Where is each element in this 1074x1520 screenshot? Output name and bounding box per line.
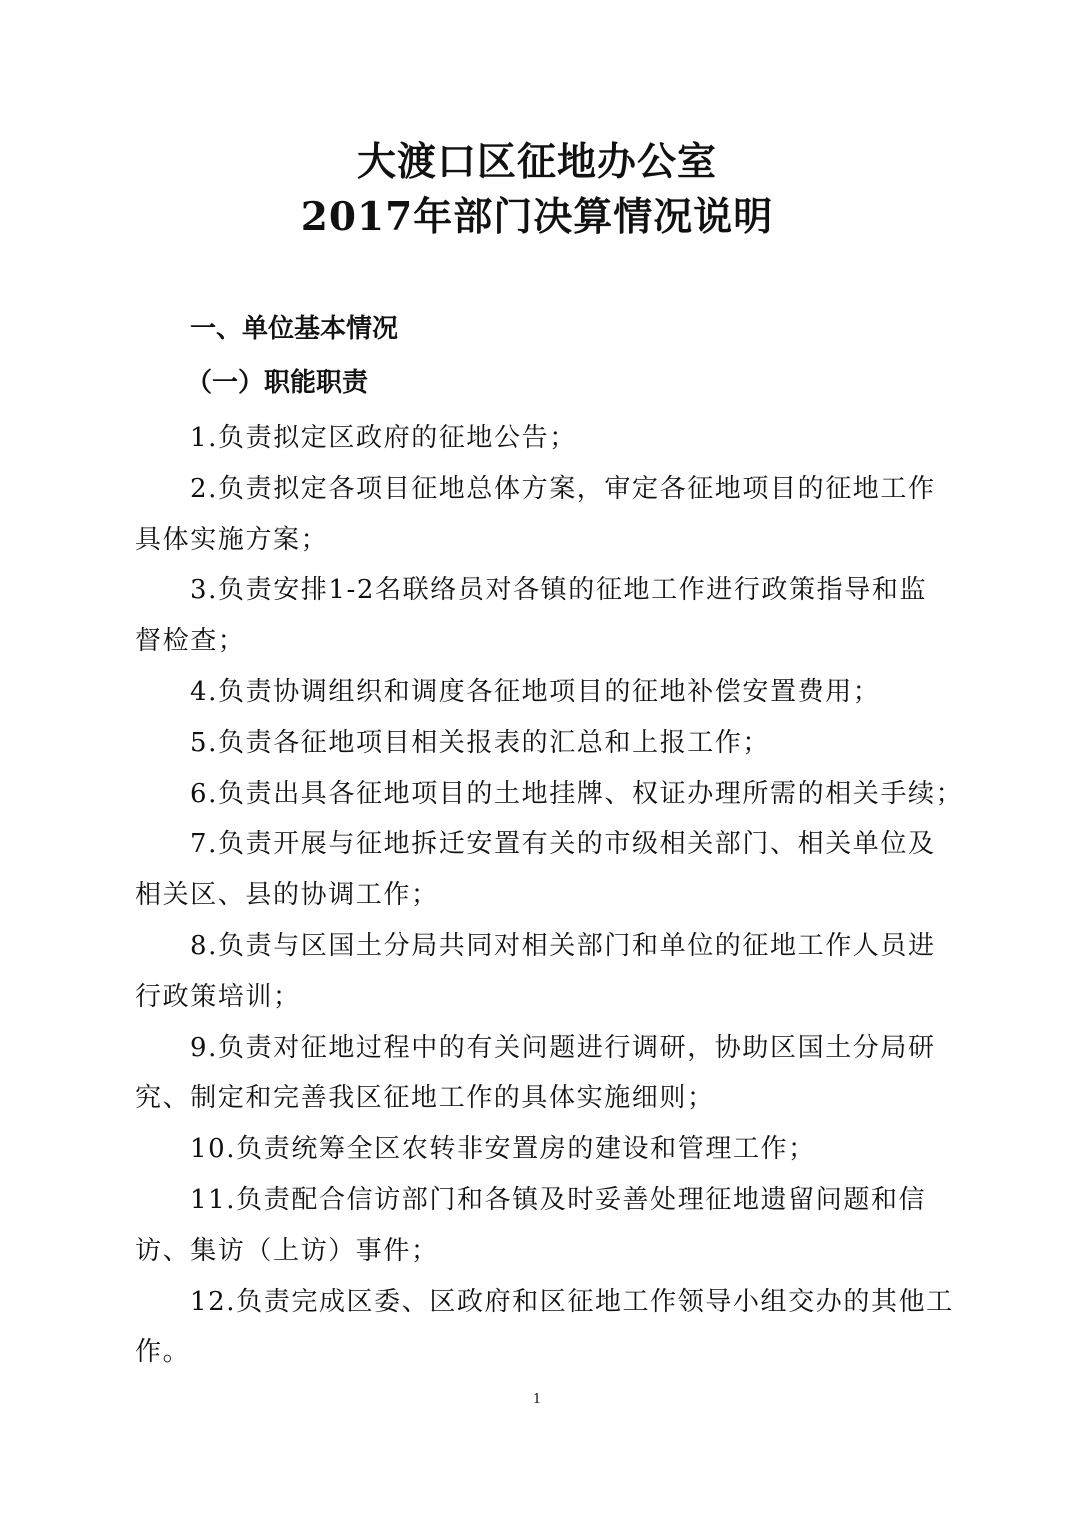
paragraph-line: 相关区、县的协调工作；	[135, 880, 439, 911]
paragraph-line: 4.负责协调组织和调度各征地项目的征地补偿安置费用；	[190, 676, 881, 707]
paragraph-line: 10.负责统筹全区农转非安置房的建设和管理工作；	[190, 1134, 816, 1165]
subsection-heading: （一）职能职责	[186, 368, 369, 398]
page-number: 1	[532, 1392, 542, 1407]
paragraph-line: 7.负责开展与征地拆迁安置有关的市级相关部门、相关单位及	[190, 829, 936, 860]
document-title-line1: 大渡口区征地办公室	[356, 139, 717, 185]
document-body	[135, 413, 975, 1378]
paragraph-line: 作。	[135, 1337, 191, 1368]
paragraph-line: 究、制定和完善我区征地工作的具体实施细则；	[135, 1083, 715, 1114]
paragraph-line: 12.负责完成区委、区政府和区征地工作领导小组交办的其他工	[190, 1286, 954, 1317]
paragraph-line: 5.负责各征地项目相关报表的汇总和上报工作；	[190, 727, 771, 758]
paragraph-line: 督检查；	[135, 626, 246, 657]
section-heading: 一、单位基本情况	[190, 314, 399, 344]
paragraph-line: 8.负责与区国土分局共同对相关部门和单位的征地工作人员进	[190, 930, 936, 961]
paragraph-line: 6.负责出具各征地项目的土地挂牌、权证办理所需的相关手续；	[190, 778, 964, 809]
paragraph-line: 2.负责拟定各项目征地总体方案，审定各征地项目的征地工作	[190, 473, 936, 504]
document-title-line2: 2017年部门决算情况说明	[300, 194, 774, 240]
paragraph-line: 9.负责对征地过程中的有关问题进行调研，协助区国土分局研	[190, 1032, 936, 1063]
paragraph-line: 3.负责安排1-2名联络员对各镇的征地工作进行政策指导和监	[190, 575, 928, 606]
paragraph-line: 1.负责拟定区政府的征地公告；	[190, 423, 577, 453]
paragraph-line: 访、集访（上访）事件；	[135, 1235, 439, 1266]
paragraph-line: 11.负责配合信访部门和各镇及时妥善处理征地遗留问题和信	[190, 1184, 927, 1215]
paragraph-line: 具体实施方案；	[135, 524, 329, 555]
paragraph-line: 行政策培训；	[135, 981, 301, 1012]
